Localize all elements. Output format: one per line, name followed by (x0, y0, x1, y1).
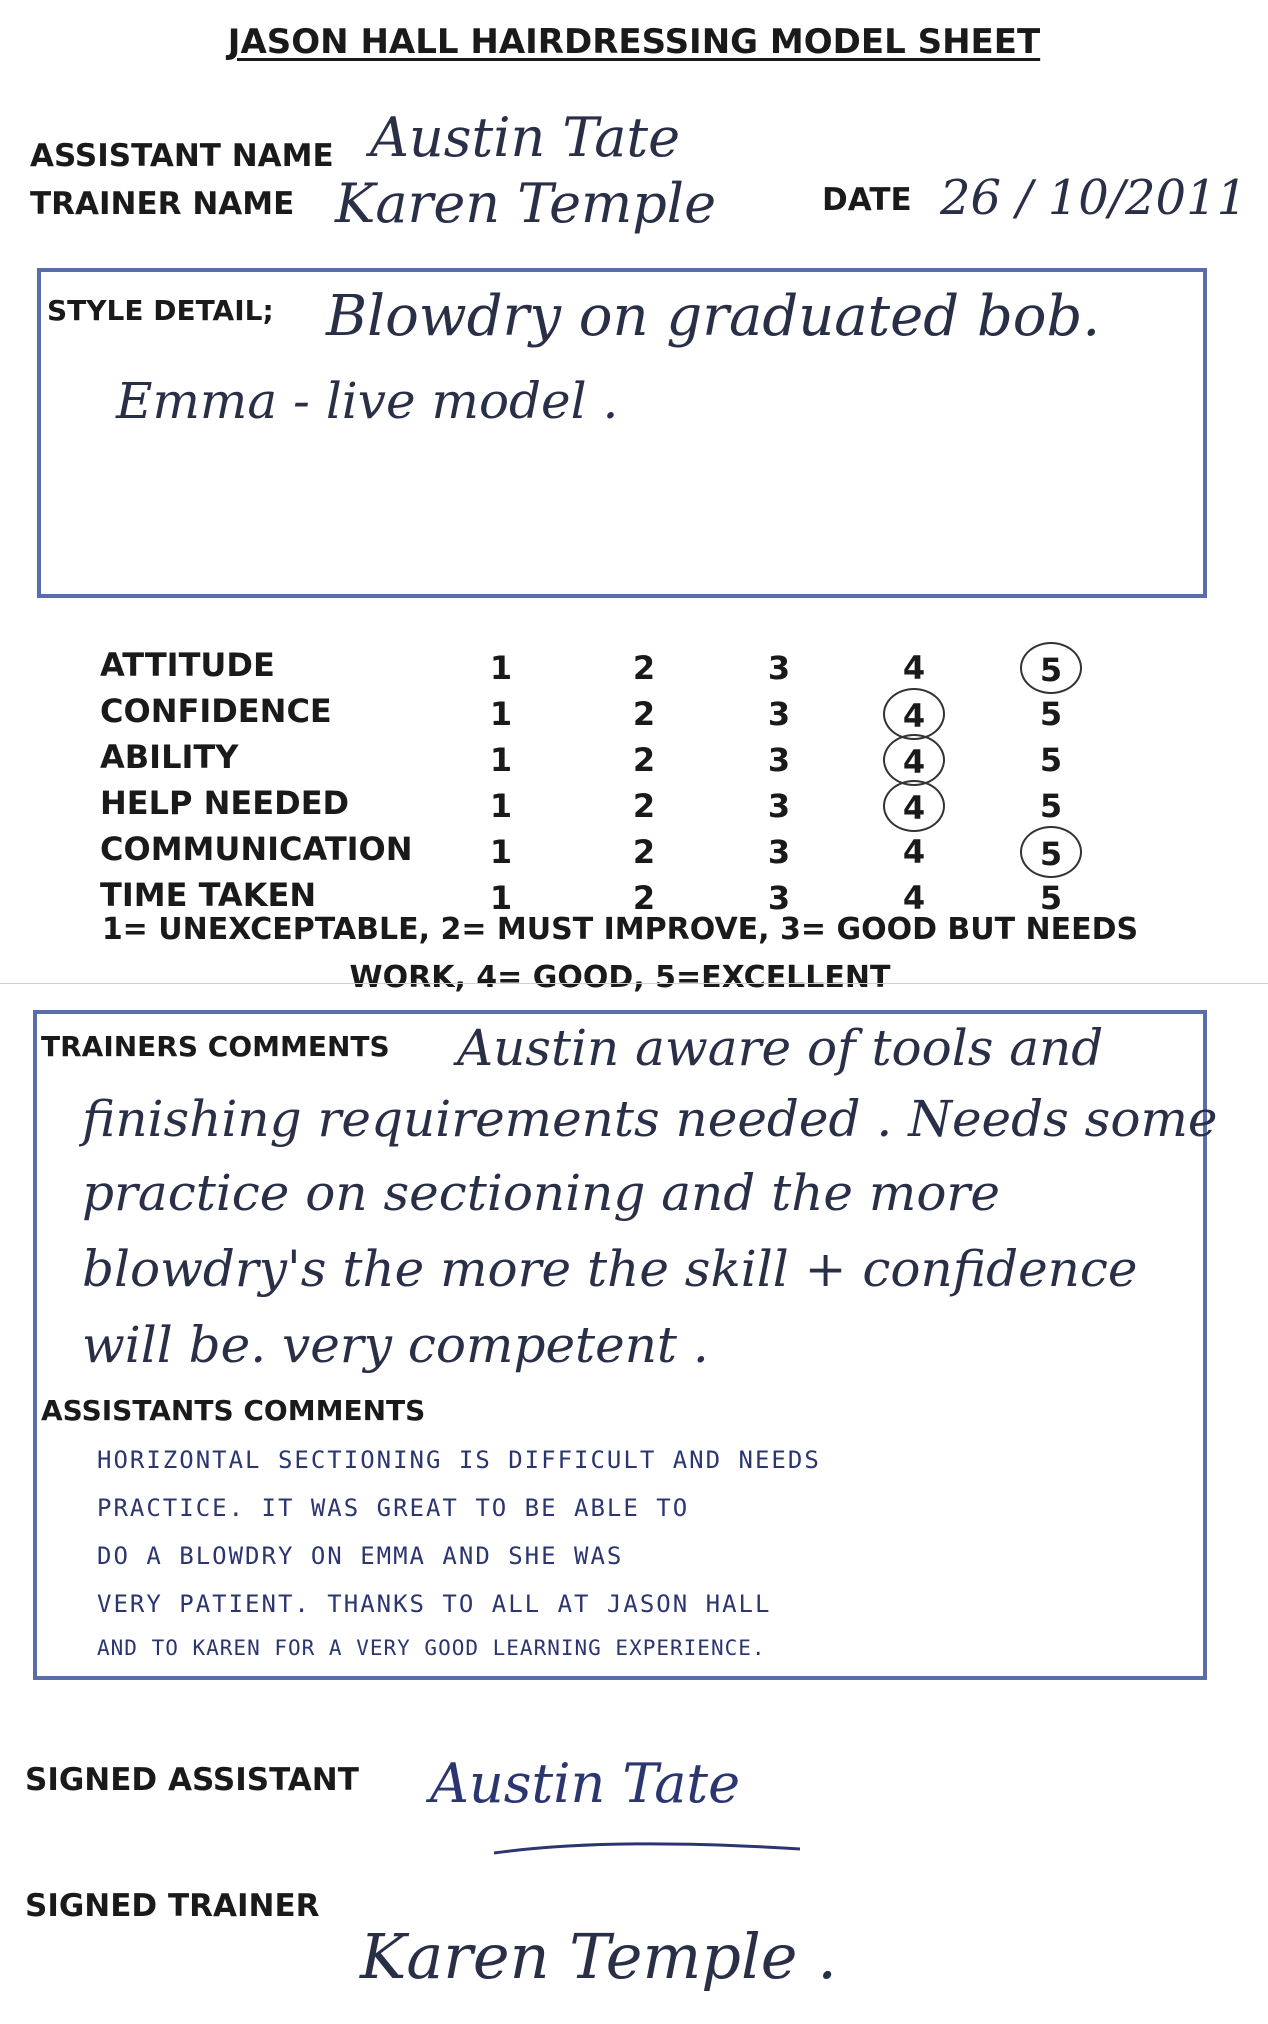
rating-score-3: 3 (767, 879, 791, 917)
signed-assistant-label: SIGNED ASSISTANT (25, 1762, 359, 1798)
rating-score-1: 1 (489, 741, 513, 779)
assistant-name-label: ASSISTANT NAME (30, 138, 334, 174)
rating-row (100, 784, 1200, 830)
rating-score-3: 3 (767, 741, 791, 779)
trainer-name-value: Karen Temple (335, 172, 717, 235)
assistant-signature: Austin Tate (430, 1752, 741, 1815)
date-label: DATE (822, 182, 912, 218)
rating-label: CONFIDENCE (100, 692, 332, 730)
style-detail-label: STYLE DETAIL; (47, 294, 274, 327)
rating-label: ABILITY (100, 738, 239, 776)
rating-score-4: 4 (902, 879, 926, 917)
rating-score-4: 4 (902, 649, 926, 687)
rating-score-2: 2 (632, 787, 656, 825)
assistant-comment-line-2: PRACTICE. IT WAS GREAT TO BE ABLE TO (97, 1494, 690, 1522)
trainer-comments-label: TRAINERS COMMENTS (41, 1030, 390, 1063)
rating-row (100, 692, 1200, 738)
rating-label: ATTITUDE (100, 646, 275, 684)
trainer-comment-line-1: Austin aware of tools and (457, 1019, 1104, 1077)
rating-score-4: 4 (883, 780, 945, 832)
rating-score-5: 5 (1039, 695, 1063, 733)
rating-score-4: 4 (902, 833, 926, 871)
rating-score-2: 2 (632, 649, 656, 687)
rating-row (100, 738, 1200, 784)
date-value: 26 / 10/2011 (940, 170, 1248, 226)
rating-score-5: 5 (1020, 826, 1082, 878)
trainer-comment-line-3: practice on sectioning and the more (82, 1164, 1000, 1222)
rating-score-3: 3 (767, 695, 791, 733)
trainer-name-label: TRAINER NAME (30, 186, 295, 222)
comments-box (33, 1010, 1218, 1680)
rating-score-5: 5 (1020, 642, 1082, 694)
assistant-name-value: Austin Tate (370, 106, 681, 169)
rating-row (100, 830, 1200, 876)
rating-score-2: 2 (632, 879, 656, 917)
rating-score-5: 5 (1039, 879, 1063, 917)
rating-row (100, 646, 1200, 692)
rating-score-2: 2 (632, 833, 656, 871)
style-detail-line-2: Emma - live model . (116, 372, 619, 430)
trainer-comment-line-5: will be. very competent . (82, 1316, 709, 1374)
rating-label: COMMUNICATION (100, 830, 413, 868)
rating-score-1: 1 (489, 787, 513, 825)
rating-label: HELP NEEDED (100, 784, 350, 822)
rating-score-3: 3 (767, 833, 791, 871)
rating-score-3: 3 (767, 787, 791, 825)
rating-score-5: 5 (1039, 741, 1063, 779)
assistant-comment-line-5: AND TO KAREN FOR A VERY GOOD LEARNING EXPERIENCE. (97, 1636, 766, 1660)
assistant-comment-line-3: DO A BLOWDRY ON EMMA AND SHE WAS (97, 1542, 624, 1570)
rating-score-5: 5 (1039, 787, 1063, 825)
rating-label: TIME TAKEN (100, 876, 317, 914)
legend-line-1: 1= UNEXCEPTABLE, 2= MUST IMPROVE, 3= GOOD BUT NEEDS (101, 912, 1139, 947)
sheet-title: JASON HALL HAIRDRESSING MODEL SHEET (227, 22, 1041, 62)
rating-score-1: 1 (489, 649, 513, 687)
trainer-comment-line-4: blowdry's the more the skill + confidence (82, 1240, 1138, 1298)
rating-score-2: 2 (632, 695, 656, 733)
assistant-comment-line-4: VERY PATIENT. THANKS TO ALL AT JASON HALL (97, 1590, 772, 1618)
style-detail-box (37, 268, 1207, 598)
rating-score-2: 2 (632, 741, 656, 779)
rating-score-3: 3 (767, 649, 791, 687)
rating-score-1: 1 (489, 695, 513, 733)
style-detail-line-1: Blowdry on graduated bob. (326, 284, 1101, 349)
legend-line-2: WORK, 4= GOOD, 5=EXCELLENT (349, 960, 891, 995)
trainer-signature: Karen Temple . (360, 1920, 837, 1993)
signed-trainer-label: SIGNED TRAINER (25, 1888, 320, 1924)
trainer-comment-line-2: finishing requirements needed . Needs some (82, 1090, 1218, 1148)
rating-score-4: 4 (883, 734, 945, 786)
rating-score-1: 1 (489, 879, 513, 917)
fold-line (0, 983, 1268, 984)
assistant-comment-line-1: HORIZONTAL SECTIONING IS DIFFICULT AND NEEDS (97, 1446, 821, 1474)
signature-underline (490, 1835, 810, 1865)
assistant-comments-label: ASSISTANTS COMMENTS (41, 1394, 426, 1427)
rating-score-4: 4 (883, 688, 945, 740)
rating-score-1: 1 (489, 833, 513, 871)
